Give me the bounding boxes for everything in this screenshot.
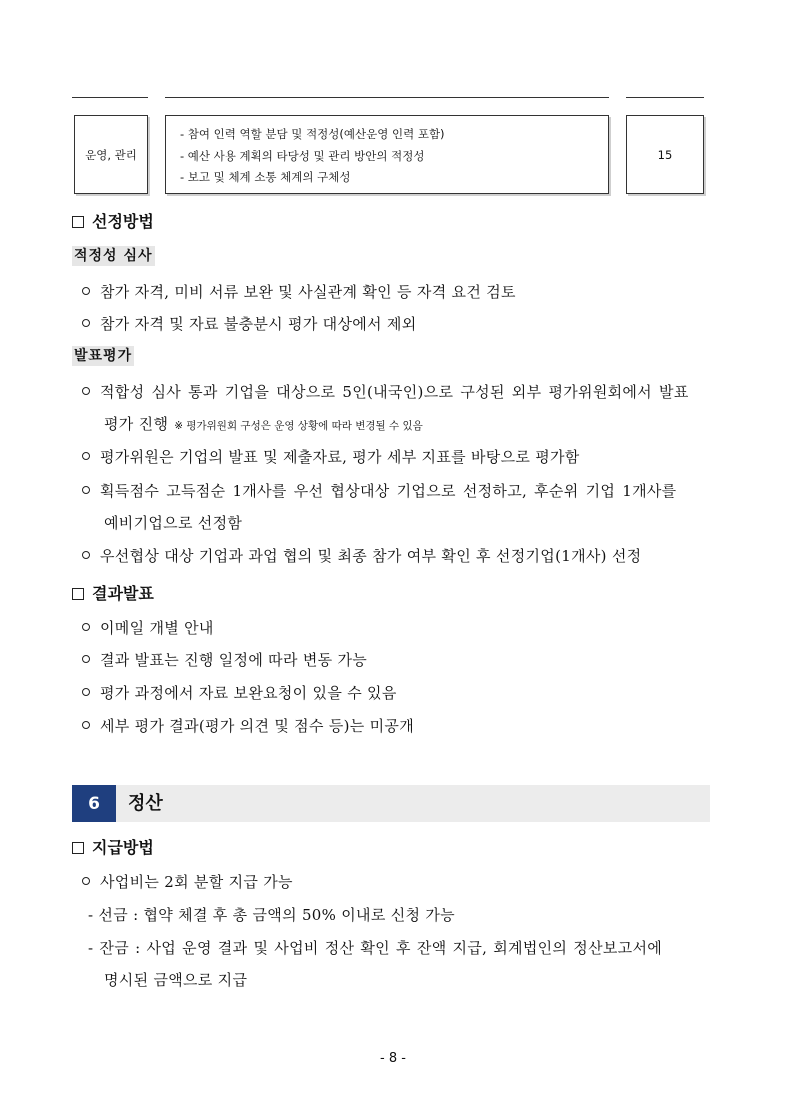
page-number: - 8 - [380,1051,406,1066]
list-item: 우선협상 대상 기업과 과업 협의 및 최종 참가 여부 확인 후 선정기업(1개사) 선정 [82,545,641,567]
table-top-line-right [626,97,704,98]
criteria-category-cell [74,115,148,194]
bullet-circle-icon [82,877,90,885]
criteria-items-cell [165,115,609,194]
criteria-item: - 보고 및 체계 소통 체계의 구체성 [180,170,351,184]
criteria-item: - 예산 사용 계획의 타당성 및 관리 방안의 적정성 [180,148,425,163]
bullet-circle-icon [82,452,90,460]
dash-item: - 선금 : 협약 체결 후 총 금액의 50% 이내로 신청 가능 [88,906,455,924]
bullet-circle-icon [82,688,90,696]
note-text: ※ 평가위원회 구성은 운영 상황에 따라 변경될 수 있음 [174,420,423,432]
table-top-line-middle [165,97,609,98]
presentation-label: 발표평가 [74,348,133,364]
selection-heading: 선정방법 [72,211,154,233]
section-header-bar [72,785,710,822]
table-top-line-left [72,97,148,98]
list-item: 결과 발표는 진행 일정에 따라 변동 가능 [82,649,367,671]
bullet-circle-icon [82,551,90,559]
checkbox-square-icon [72,588,84,600]
bullet-circle-icon [82,623,90,631]
results-heading: 결과발표 [72,583,154,605]
section-number: 6 [72,785,116,822]
checkbox-square-icon [72,216,84,228]
criteria-score-cell [626,115,704,194]
list-item: 세부 평가 결과(평가 의견 및 점수 등)는 미공개 [82,715,414,737]
list-item: 평가위원은 기업의 발표 및 제출자료, 평가 세부 지표를 바탕으로 평가함 [82,446,580,468]
bullet-circle-icon [82,387,90,395]
dash-item: - 잔금 : 사업 운영 결과 및 사업비 정산 확인 후 잔액 지급, 회계법인의 정산보고서에 [88,939,663,957]
list-item: 사업비는 2회 분할 지급 가능 [82,871,293,893]
list-item: 참가 자격 및 자료 불충분시 평가 대상에서 제외 [82,313,417,335]
list-item-continuation: 평가 진행 ※ 평가위원회 구성은 운영 상황에 따라 변경될 수 있음 [104,415,423,433]
bullet-circle-icon [82,486,90,494]
eligibility-label: 적정성 심사 [74,248,153,264]
dash-item-continuation: 명시된 금액으로 지급 [104,971,248,989]
criteria-item: - 참여 인력 역할 분담 및 적정성(예산운영 인력 포함) [180,127,445,141]
bullet-circle-icon [82,655,90,663]
list-item-continuation: 예비기업으로 선정함 [104,514,243,532]
list-item: 이메일 개별 안내 [82,617,214,639]
list-item: 획득점수 고득점순 1개사를 우선 협상대상 기업으로 선정하고, 후순위 기업 1개사를 [82,480,676,502]
checkbox-square-icon [72,842,84,854]
criteria-score: 15 [657,147,673,162]
bullet-circle-icon [82,287,90,295]
bullet-circle-icon [82,319,90,327]
payment-heading: 지급방법 [72,837,154,859]
list-item: 적합성 심사 통과 기업을 대상으로 5인(내국인)으로 구성된 외부 평가위원회에서 발표 [82,381,689,403]
criteria-category-label: 운영, 관리 [85,147,137,162]
section-title: 정산 [128,793,163,814]
bullet-circle-icon [82,721,90,729]
list-item: 평가 과정에서 자료 보완요청이 있을 수 있음 [82,682,397,704]
list-item: 참가 자격, 미비 서류 보완 및 사실관계 확인 등 자격 요건 검토 [82,281,516,303]
